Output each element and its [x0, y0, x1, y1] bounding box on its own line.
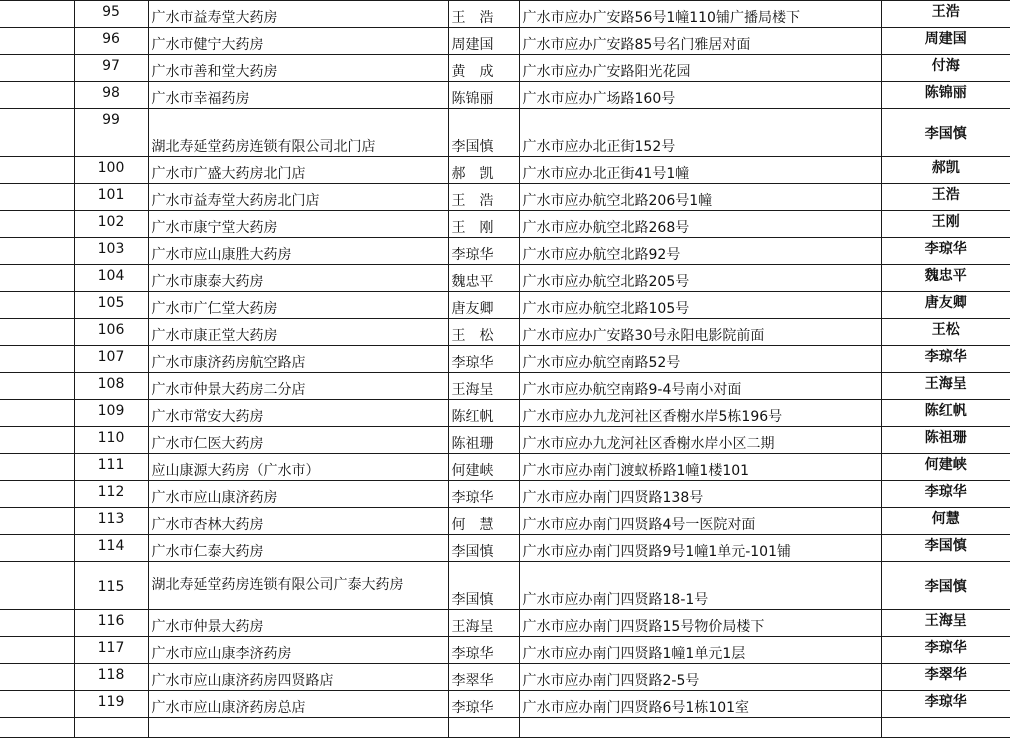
table-row	[0, 481, 1010, 508]
owner-cell[interactable]: 郝 凯	[448, 157, 519, 184]
address-cell[interactable]: 广水市应办南门渡蚁桥路1幢1楼101	[519, 454, 881, 481]
table-row	[0, 373, 1010, 400]
row-number-cell[interactable]: 96	[74, 28, 148, 55]
owner-cell[interactable]: 李琼华	[448, 637, 519, 664]
contact-cell[interactable]: 李翠华	[881, 664, 1010, 691]
contact-cell[interactable]: 付海	[881, 55, 1010, 82]
pharmacy-name-cell[interactable]: 湖北寿延堂药房连锁有限公司北门店	[148, 109, 448, 157]
owner-cell[interactable]: 周建国	[448, 28, 519, 55]
pharmacy-name-cell[interactable]: 广水市康济药房航空路店	[148, 346, 448, 373]
blank-cell[interactable]	[0, 292, 74, 319]
address-cell[interactable]: 广水市应办南门四贤路1幢1单元1层	[519, 637, 881, 664]
row-number-cell[interactable]: 116	[74, 610, 148, 637]
row-number-cell[interactable]: 117	[74, 637, 148, 664]
address-cell[interactable]	[519, 718, 881, 738]
blank-cell[interactable]	[0, 238, 74, 265]
table-row	[0, 535, 1010, 562]
contact-cell[interactable]: 李国慎	[881, 535, 1010, 562]
owner-cell[interactable]: 陈祖珊	[448, 427, 519, 454]
row-number-cell[interactable]: 119	[74, 691, 148, 718]
address-cell[interactable]: 广水市应办九龙河社区香榭水岸小区二期	[519, 427, 881, 454]
pharmacy-name-cell[interactable]: 广水市幸福药房	[148, 82, 448, 109]
address-cell[interactable]: 广水市应办航空南路9-4号南小对面	[519, 373, 881, 400]
contact-cell[interactable]: 魏忠平	[881, 265, 1010, 292]
blank-cell[interactable]	[0, 319, 74, 346]
table-row	[0, 238, 1010, 265]
row-number-cell[interactable]: 111	[74, 454, 148, 481]
address-cell[interactable]: 广水市应办航空北路105号	[519, 292, 881, 319]
address-cell[interactable]: 广水市应办广安路56号1幢110铺广播局楼下	[519, 1, 881, 28]
blank-cell[interactable]	[0, 1, 74, 28]
contact-cell[interactable]: 陈红帆	[881, 400, 1010, 427]
owner-cell[interactable]: 李琼华	[448, 691, 519, 718]
table-row	[0, 109, 1010, 157]
owner-cell[interactable]: 陈红帆	[448, 400, 519, 427]
pharmacy-name-cell[interactable]: 广水市仲景大药房二分店	[148, 373, 448, 400]
row-number-cell[interactable]: 118	[74, 664, 148, 691]
owner-cell[interactable]: 王海呈	[448, 373, 519, 400]
owner-cell[interactable]: 何 慧	[448, 508, 519, 535]
row-number-cell[interactable]: 98	[74, 82, 148, 109]
blank-cell[interactable]	[0, 637, 74, 664]
blank-cell[interactable]	[0, 481, 74, 508]
row-number-cell[interactable]: 114	[74, 535, 148, 562]
address-cell[interactable]: 广水市应办广安路85号名门雅居对面	[519, 28, 881, 55]
table-row	[0, 55, 1010, 82]
row-number-cell[interactable]	[74, 718, 148, 738]
table-row	[0, 157, 1010, 184]
address-cell[interactable]: 广水市应办航空北路205号	[519, 265, 881, 292]
owner-cell[interactable]: 李国慎	[448, 562, 519, 610]
row-number-cell[interactable]: 101	[74, 184, 148, 211]
contact-cell[interactable]: 陈祖珊	[881, 427, 1010, 454]
address-cell[interactable]: 广水市应办南门四贤路138号	[519, 481, 881, 508]
blank-cell[interactable]	[0, 562, 74, 610]
contact-cell[interactable]: 何建峡	[881, 454, 1010, 481]
contact-cell[interactable]: 唐友卿	[881, 292, 1010, 319]
owner-cell[interactable]: 李琼华	[448, 481, 519, 508]
address-cell[interactable]: 广水市应办广安路阳光花园	[519, 55, 881, 82]
pharmacy-name-cell[interactable]: 广水市健宁大药房	[148, 28, 448, 55]
owner-cell[interactable]: 李翠华	[448, 664, 519, 691]
contact-cell[interactable]: 何慧	[881, 508, 1010, 535]
address-cell[interactable]: 广水市应办九龙河社区香榭水岸5栋196号	[519, 400, 881, 427]
row-number-cell[interactable]: 112	[74, 481, 148, 508]
pharmacy-name-cell[interactable]: 广水市应山康李济药房	[148, 637, 448, 664]
pharmacy-name-cell[interactable]	[148, 718, 448, 738]
table-row	[0, 265, 1010, 292]
contact-cell[interactable]: 王海呈	[881, 610, 1010, 637]
contact-cell[interactable]: 郝凯	[881, 157, 1010, 184]
address-cell[interactable]: 广水市应办航空南路52号	[519, 346, 881, 373]
table-row	[0, 319, 1010, 346]
row-number-cell[interactable]: 103	[74, 238, 148, 265]
pharmacy-name-cell[interactable]: 广水市仁泰大药房	[148, 535, 448, 562]
table-row	[0, 211, 1010, 238]
owner-cell[interactable]: 李琼华	[448, 238, 519, 265]
pharmacy-name-cell[interactable]: 广水市杏林大药房	[148, 508, 448, 535]
owner-cell[interactable]: 王 浩	[448, 184, 519, 211]
contact-cell[interactable]: 王刚	[881, 211, 1010, 238]
contact-cell[interactable]: 陈锦丽	[881, 82, 1010, 109]
row-number-cell[interactable]: 104	[74, 265, 148, 292]
address-cell[interactable]: 广水市应办航空北路92号	[519, 238, 881, 265]
table-row	[0, 82, 1010, 109]
address-cell[interactable]: 广水市应办北正街41号1幢	[519, 157, 881, 184]
owner-cell[interactable]	[448, 718, 519, 738]
address-cell[interactable]: 广水市应办广场路160号	[519, 82, 881, 109]
blank-cell[interactable]	[0, 82, 74, 109]
owner-cell[interactable]: 王 松	[448, 319, 519, 346]
table-row	[0, 400, 1010, 427]
owner-cell[interactable]: 王 刚	[448, 211, 519, 238]
blank-cell[interactable]	[0, 55, 74, 82]
pharmacy-name-cell[interactable]: 广水市应山康济药房总店	[148, 691, 448, 718]
table-row	[0, 637, 1010, 664]
address-cell[interactable]: 广水市应办南门四贤路4号一医院对面	[519, 508, 881, 535]
pharmacy-name-cell[interactable]: 广水市广盛大药房北门店	[148, 157, 448, 184]
pharmacy-name-cell[interactable]: 广水市益寿堂大药房北门店	[148, 184, 448, 211]
pharmacy-name-cell[interactable]: 广水市益寿堂大药房	[148, 1, 448, 28]
row-number-cell[interactable]: 107	[74, 346, 148, 373]
pharmacy-name-cell[interactable]: 广水市仲景大药房	[148, 610, 448, 637]
table-row	[0, 292, 1010, 319]
contact-cell[interactable]: 李琼华	[881, 346, 1010, 373]
pharmacy-name-cell[interactable]: 广水市康泰大药房	[148, 265, 448, 292]
blank-cell[interactable]	[0, 427, 74, 454]
address-cell[interactable]: 广水市应办南门四贤路15号物价局楼下	[519, 610, 881, 637]
table-row	[0, 427, 1010, 454]
contact-cell[interactable]: 王松	[881, 319, 1010, 346]
table-row	[0, 664, 1010, 691]
blank-cell[interactable]	[0, 346, 74, 373]
address-cell[interactable]: 广水市应办航空北路206号1幢	[519, 184, 881, 211]
table-row	[0, 508, 1010, 535]
contact-cell[interactable]: 李琼华	[881, 481, 1010, 508]
blank-cell[interactable]	[0, 610, 74, 637]
row-number-cell[interactable]: 115	[74, 562, 148, 610]
contact-cell[interactable]: 李琼华	[881, 691, 1010, 718]
contact-cell[interactable]	[881, 718, 1010, 738]
blank-cell[interactable]	[0, 184, 74, 211]
row-number-cell[interactable]: 109	[74, 400, 148, 427]
contact-cell[interactable]: 李国慎	[881, 562, 1010, 610]
owner-cell[interactable]: 陈锦丽	[448, 82, 519, 109]
blank-cell[interactable]	[0, 664, 74, 691]
address-cell[interactable]: 广水市应办南门四贤路6号1栋101室	[519, 691, 881, 718]
address-cell[interactable]: 广水市应办南门四贤路18-1号	[519, 562, 881, 610]
table-row	[0, 562, 1010, 610]
row-number-cell[interactable]: 113	[74, 508, 148, 535]
blank-cell[interactable]	[0, 718, 74, 738]
pharmacy-name-cell[interactable]: 广水市康正堂大药房	[148, 319, 448, 346]
blank-cell[interactable]	[0, 211, 74, 238]
row-number-cell[interactable]: 97	[74, 55, 148, 82]
contact-cell[interactable]: 王海呈	[881, 373, 1010, 400]
address-cell[interactable]: 广水市应办航空北路268号	[519, 211, 881, 238]
address-cell[interactable]: 广水市应办南门四贤路9号1幢1单元-101铺	[519, 535, 881, 562]
address-cell[interactable]: 广水市应办北正街152号	[519, 109, 881, 157]
pharmacy-name-cell[interactable]: 应山康源大药房（广水市）	[148, 454, 448, 481]
table-body	[0, 1, 1010, 738]
table-row	[0, 28, 1010, 55]
table-row	[0, 610, 1010, 637]
pharmacy-name-cell[interactable]: 广水市善和堂大药房	[148, 55, 448, 82]
blank-cell[interactable]	[0, 400, 74, 427]
blank-cell[interactable]	[0, 373, 74, 400]
table-row	[0, 718, 1010, 738]
owner-cell[interactable]: 王 浩	[448, 1, 519, 28]
address-cell[interactable]: 广水市应办广安路30号永阳电影院前面	[519, 319, 881, 346]
blank-cell[interactable]	[0, 157, 74, 184]
owner-cell[interactable]: 李琼华	[448, 346, 519, 373]
address-cell[interactable]: 广水市应办南门四贤路2-5号	[519, 664, 881, 691]
blank-cell[interactable]	[0, 454, 74, 481]
row-number-cell[interactable]: 99	[74, 109, 148, 157]
pharmacy-name-cell[interactable]: 广水市应山康济药房四贤路店	[148, 664, 448, 691]
table-row	[0, 691, 1010, 718]
table-row	[0, 184, 1010, 211]
contact-cell[interactable]: 李琼华	[881, 637, 1010, 664]
pharmacy-name-cell[interactable]: 广水市康宁堂大药房	[148, 211, 448, 238]
owner-cell[interactable]: 魏忠平	[448, 265, 519, 292]
contact-cell[interactable]: 李琼华	[881, 238, 1010, 265]
row-number-cell[interactable]: 95	[74, 1, 148, 28]
row-number-cell[interactable]: 110	[74, 427, 148, 454]
contact-cell[interactable]: 王浩	[881, 184, 1010, 211]
owner-cell[interactable]: 唐友卿	[448, 292, 519, 319]
row-number-cell[interactable]: 108	[74, 373, 148, 400]
contact-cell[interactable]: 王浩	[881, 1, 1010, 28]
pharmacy-name-cell[interactable]: 湖北寿延堂药房连锁有限公司广泰大药房	[148, 562, 448, 610]
contact-cell[interactable]: 周建国	[881, 28, 1010, 55]
pharmacy-name-cell[interactable]: 广水市仁医大药房	[148, 427, 448, 454]
table-row	[0, 1, 1010, 28]
row-number-cell[interactable]: 100	[74, 157, 148, 184]
blank-cell[interactable]	[0, 691, 74, 718]
table-row	[0, 346, 1010, 373]
blank-cell[interactable]	[0, 109, 74, 157]
blank-cell[interactable]	[0, 508, 74, 535]
owner-cell[interactable]: 王海呈	[448, 610, 519, 637]
row-number-cell[interactable]: 102	[74, 211, 148, 238]
table-row	[0, 454, 1010, 481]
blank-cell[interactable]	[0, 265, 74, 292]
contact-cell[interactable]: 李国慎	[881, 109, 1010, 157]
owner-cell[interactable]: 李国慎	[448, 109, 519, 157]
blank-cell[interactable]	[0, 28, 74, 55]
pharmacy-name-cell[interactable]: 广水市应山康济药房	[148, 481, 448, 508]
pharmacy-name-cell[interactable]: 广水市广仁堂大药房	[148, 292, 448, 319]
owner-cell[interactable]: 何建峡	[448, 454, 519, 481]
owner-cell[interactable]: 李国慎	[448, 535, 519, 562]
blank-cell[interactable]	[0, 535, 74, 562]
pharmacy-name-cell[interactable]: 广水市常安大药房	[148, 400, 448, 427]
pharmacy-name-cell[interactable]: 广水市应山康胜大药房	[148, 238, 448, 265]
row-number-cell[interactable]: 106	[74, 319, 148, 346]
row-number-cell[interactable]: 105	[74, 292, 148, 319]
owner-cell[interactable]: 黄 成	[448, 55, 519, 82]
